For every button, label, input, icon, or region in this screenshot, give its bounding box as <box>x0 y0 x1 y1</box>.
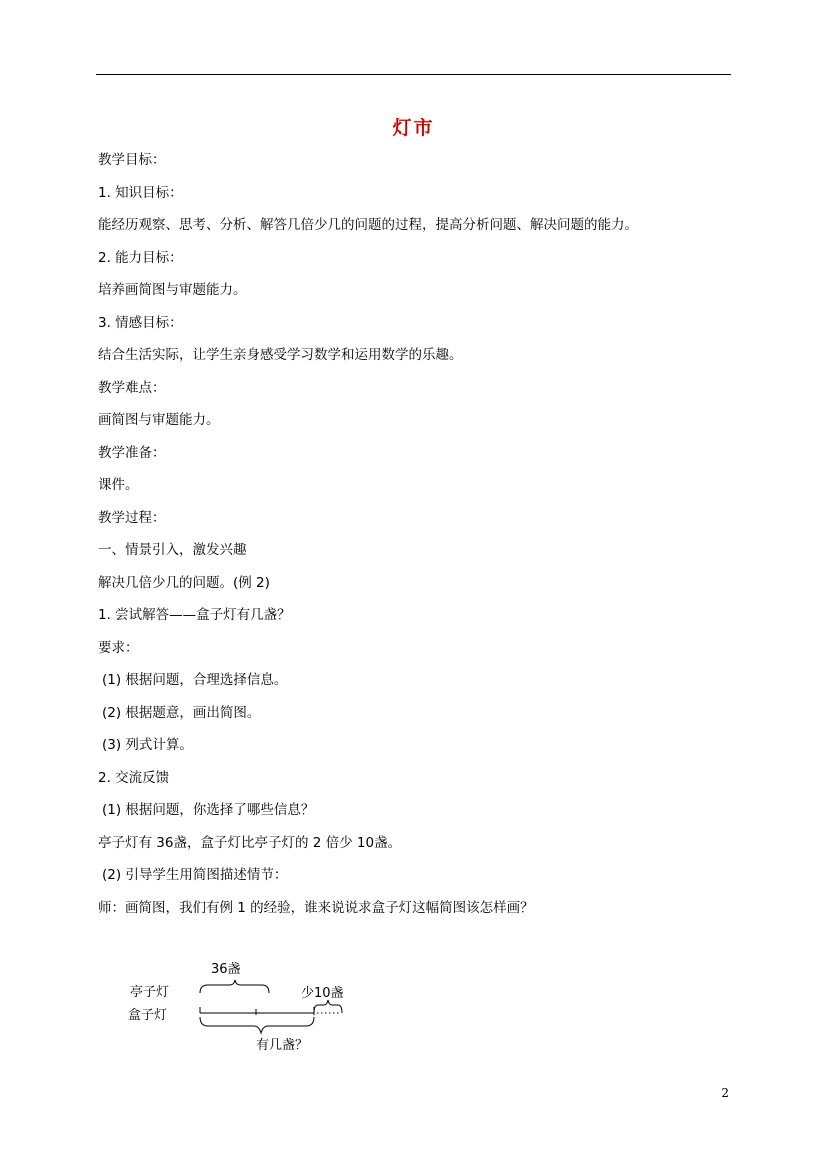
total-brace <box>200 1017 314 1033</box>
process-step-1-heading: 一、情景引入，激发兴趣 <box>98 542 247 558</box>
less-brace <box>314 1000 342 1013</box>
preparation-text: 课件。 <box>98 477 139 493</box>
page-title: 灯市 <box>392 117 435 139</box>
emotion-objective-heading: 3. 情感目标： <box>98 315 183 331</box>
selected-info-text: 亭子灯有 36盏，盒子灯比亭子灯的 2 倍少 10盏。 <box>98 835 402 851</box>
page-number: 2 <box>721 1086 729 1100</box>
requirement-item-2: (2) 根据题意，画出简图。 <box>102 705 261 721</box>
requirement-item-1: (1) 根据问题，合理选择信息。 <box>102 672 288 688</box>
diagram-top-label: 36盏 <box>211 962 241 977</box>
process-intro-text: 解决几倍少几的问题。(例 2) <box>98 575 270 591</box>
knowledge-objective-text: 能经历观察、思考、分析、解答几倍少几的问题的过程，提高分析问题、解决问题的能力。 <box>98 217 638 233</box>
diagram-less-label: 少10盏 <box>301 986 344 1001</box>
feedback-item-2: (2) 引导学生用简图描述情节： <box>102 867 288 883</box>
knowledge-objective-heading: 1. 知识目标： <box>98 185 183 201</box>
diagram-row2-label: 盒子灯 <box>128 1008 168 1023</box>
requirement-item-3: (3) 列式计算。 <box>102 737 193 753</box>
diagram-question-label: 有几盏？ <box>256 1038 309 1053</box>
difficulty-text: 画简图与审题能力。 <box>98 412 220 428</box>
section-heading-objectives: 教学目标： <box>98 152 166 168</box>
feedback-item-1: (1) 根据问题，你选择了哪些信息？ <box>102 802 315 818</box>
ability-objective-text: 培养画简图与审题能力。 <box>98 282 247 298</box>
section-heading-difficulty: 教学难点： <box>98 380 166 396</box>
diagram-row1-label: 亭子灯 <box>130 985 170 1000</box>
emotion-objective-text: 结合生活实际，让学生亲身感受学习数学和运用数学的乐趣。 <box>98 347 463 363</box>
line-segment-diagram <box>96 955 396 1055</box>
ability-objective-heading: 2. 能力目标： <box>98 250 183 266</box>
section-heading-process: 教学过程： <box>98 510 166 526</box>
try-solve-heading: 1. 尝试解答——盒子灯有几盏？ <box>98 607 291 623</box>
teacher-question-text: 师：画简图，我们有例 1 的经验，谁来说说求盒子灯这幅简图该怎样画？ <box>98 900 534 916</box>
feedback-heading: 2. 交流反馈 <box>98 770 170 786</box>
requirements-heading: 要求： <box>98 640 139 656</box>
header-rule <box>96 74 731 75</box>
row1-brace <box>200 980 269 993</box>
section-heading-preparation: 教学准备： <box>98 445 166 461</box>
